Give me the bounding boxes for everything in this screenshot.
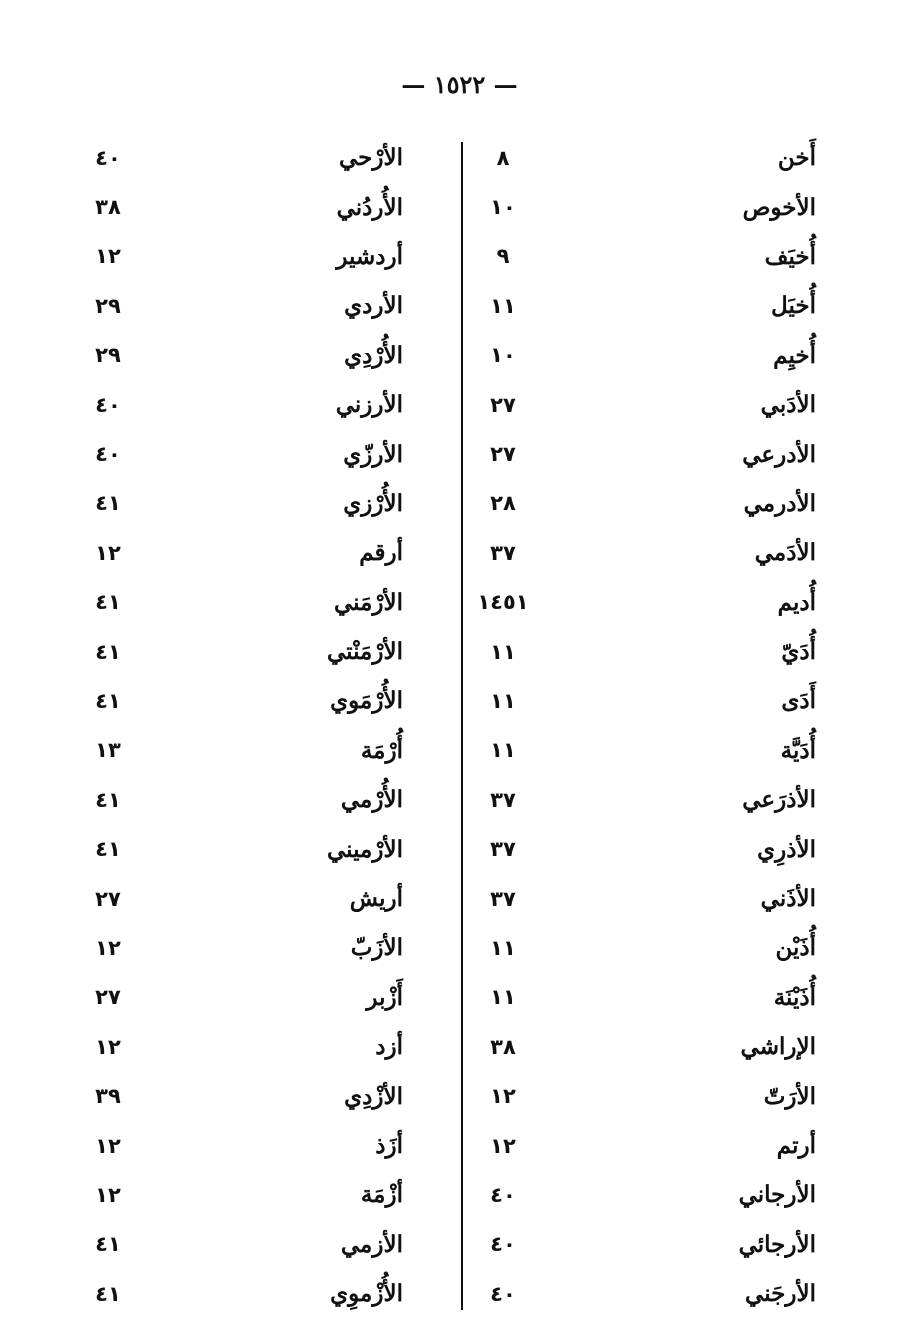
- index-entry: [63, 133, 423, 182]
- entry-name: أزد: [375, 1033, 403, 1061]
- entry-page-number: ٢٧: [490, 442, 516, 467]
- entry-page-number: ٤١: [95, 590, 121, 615]
- index-entry: [63, 627, 423, 676]
- index-entry: [63, 331, 423, 380]
- entry-page-number: ٤٠: [490, 1281, 516, 1306]
- entry-name: أريش: [349, 885, 403, 913]
- entry-name: الأدرعي: [742, 440, 816, 468]
- entry-name: الأردي: [344, 292, 403, 320]
- entry-name: أُذَيْن: [775, 934, 816, 962]
- entry-name: الأرْمَنْتي: [327, 638, 403, 666]
- entry-page-number: ١١: [490, 688, 516, 713]
- entry-name: الأزمي: [340, 1230, 403, 1258]
- index-entry: [458, 232, 818, 281]
- index-entry: [458, 775, 818, 824]
- entry-name: الأدَبي: [760, 391, 816, 419]
- entry-page-number: ١٢: [95, 540, 121, 565]
- entry-page-number: ٨: [496, 145, 510, 170]
- entry-page-number: ٣٩: [95, 1084, 121, 1109]
- index-column-left: [63, 133, 423, 1318]
- index-column-right: [458, 133, 818, 1318]
- index-entry: [63, 726, 423, 775]
- entry-name: الأُزْموِي: [330, 1280, 403, 1308]
- entry-name: الأُرْزي: [343, 489, 403, 517]
- entry-name: الأرجائي: [738, 1230, 816, 1258]
- entry-name: أَزْبر: [366, 983, 403, 1011]
- index-entry: [63, 1269, 423, 1318]
- entry-page-number: ٣٧: [490, 540, 516, 565]
- entry-name: الأذرِي: [757, 835, 816, 863]
- index-entry: [458, 1220, 818, 1269]
- entry-name: أرتم: [776, 1132, 816, 1159]
- entry-page-number: ٣٧: [490, 837, 516, 862]
- entry-page-number: ١١: [490, 985, 516, 1010]
- index-entry: [63, 1022, 423, 1071]
- entry-name: الأذَني: [760, 885, 816, 913]
- entry-page-number: ١٠: [490, 195, 516, 220]
- entry-name: الأدَمي: [754, 539, 816, 567]
- entry-page-number: ١١: [490, 738, 516, 763]
- entry-page-number: ١٢: [95, 1133, 121, 1158]
- index-entry: [458, 923, 818, 972]
- column-divider: [461, 142, 463, 1310]
- entry-page-number: ١١: [490, 639, 516, 664]
- entry-name: أُخيَل: [771, 292, 816, 320]
- index-entry: [63, 528, 423, 577]
- entry-name: الأرْمَني: [333, 588, 403, 616]
- index-entry: [63, 429, 423, 478]
- index-entry: [63, 232, 423, 281]
- entry-page-number: ٤١: [95, 491, 121, 516]
- index-entry: [63, 1071, 423, 1120]
- entry-name: أَدَى: [781, 687, 816, 715]
- entry-page-number: ٤٠: [95, 442, 121, 467]
- entry-page-number: ١٢: [95, 935, 121, 960]
- entry-name: أُخيَف: [764, 242, 816, 270]
- entry-name: أَخن: [777, 144, 816, 172]
- entry-page-number: ١٢: [490, 1133, 516, 1158]
- index-entry: [63, 1170, 423, 1219]
- entry-name: أُرْمَة: [360, 736, 403, 764]
- index-entry: [63, 281, 423, 330]
- entry-name: الأخوص: [742, 193, 816, 221]
- index-entry: [63, 775, 423, 824]
- entry-name: الأذرَعي: [742, 786, 816, 814]
- entry-page-number: ٢٧: [95, 985, 121, 1010]
- entry-name: أُذَيْنَة: [773, 983, 816, 1011]
- index-entry: [458, 578, 818, 627]
- entry-page-number: ١٣: [95, 738, 121, 763]
- entry-page-number: ١١: [490, 293, 516, 318]
- entry-name: الأرجَني: [745, 1280, 816, 1308]
- index-entry: [63, 182, 423, 231]
- entry-page-number: ٣٧: [490, 787, 516, 812]
- entry-name: الأرْحي: [338, 144, 403, 172]
- entry-name: أُديم: [777, 588, 816, 616]
- index-entry: [458, 874, 818, 923]
- index-entry: [63, 923, 423, 972]
- index-entry: [458, 824, 818, 873]
- entry-name: الأرزني: [335, 391, 403, 419]
- index-entry: [458, 973, 818, 1022]
- entry-name: الأدرمي: [743, 489, 816, 517]
- entry-page-number: ٢٨: [490, 491, 516, 516]
- index-entry: [458, 1269, 818, 1318]
- entry-name: الأرجاني: [738, 1181, 816, 1209]
- entry-page-number: ٩: [496, 244, 510, 269]
- entry-page-number: ٣٨: [95, 195, 121, 220]
- entry-name: الأرزّي: [343, 440, 403, 468]
- entry-page-number: ٤١: [95, 688, 121, 713]
- index-entry: [458, 331, 818, 380]
- entry-page-number: ١٢: [95, 1034, 121, 1059]
- entry-page-number: ٤١: [95, 837, 121, 862]
- index-entry: [63, 824, 423, 873]
- entry-page-number: ٢٧: [95, 886, 121, 911]
- index-entry: [63, 874, 423, 923]
- entry-page-number: ١١: [490, 935, 516, 960]
- entry-page-number: ٤١: [95, 1281, 121, 1306]
- entry-page-number: ٤١: [95, 787, 121, 812]
- entry-name: الأرْميني: [327, 835, 403, 863]
- index-entry: [63, 578, 423, 627]
- index-entry: [458, 380, 818, 429]
- index-entry: [63, 1220, 423, 1269]
- entry-page-number: ١٢: [95, 1182, 121, 1207]
- entry-page-number: ١٢: [490, 1084, 516, 1109]
- entry-page-number: ٤١: [95, 1232, 121, 1257]
- index-entry: [458, 479, 818, 528]
- entry-page-number: ٢٧: [490, 392, 516, 417]
- index-entry: [458, 281, 818, 330]
- entry-name: أزْمَة: [360, 1181, 403, 1209]
- entry-name: أُدَيّ: [781, 638, 816, 666]
- index-entry: [458, 1071, 818, 1120]
- index-entry: [458, 528, 818, 577]
- entry-name: أردشير: [336, 242, 403, 270]
- index-entry: [458, 676, 818, 725]
- entry-name: الأُردُني: [336, 193, 403, 221]
- entry-name: الأُرْدِي: [344, 341, 403, 369]
- index-entry: [458, 1121, 818, 1170]
- index-entry: [458, 133, 818, 182]
- entry-page-number: ٤٠: [490, 1232, 516, 1257]
- entry-name: الأرَتّ: [763, 1082, 816, 1110]
- index-entry: [458, 726, 818, 775]
- index-entry: [458, 1170, 818, 1219]
- entry-name: أُدَيَّة: [780, 736, 816, 764]
- entry-name: أرقم: [359, 539, 403, 567]
- index-entry: [458, 1022, 818, 1071]
- index-entry: [63, 479, 423, 528]
- entry-name: أُخيِم: [773, 341, 816, 369]
- index-entry: [63, 676, 423, 725]
- entry-name: الأزَبّ: [350, 934, 403, 962]
- entry-name: الإراشي: [740, 1033, 816, 1061]
- entry-page-number: ٤١: [95, 639, 121, 664]
- index-entry: [458, 429, 818, 478]
- entry-page-number: ١٤٥١: [477, 590, 529, 615]
- entry-name: أزَذ: [375, 1132, 403, 1159]
- entry-page-number: ٢٩: [95, 343, 121, 368]
- entry-page-number: ٢٩: [95, 293, 121, 318]
- entry-name: الأُرْمي: [340, 786, 403, 814]
- entry-page-number: ٣٧: [490, 886, 516, 911]
- page-number: — ١٥٢٢ —: [401, 70, 518, 99]
- index-entry: [63, 973, 423, 1022]
- index-entry: [458, 182, 818, 231]
- index-entry: [63, 380, 423, 429]
- entry-page-number: ١٢: [95, 244, 121, 269]
- index-entry: [458, 627, 818, 676]
- index-entry: [63, 1121, 423, 1170]
- entry-page-number: ١٠: [490, 343, 516, 368]
- entry-name: الأُرْمَوي: [330, 687, 403, 715]
- entry-page-number: ٤٠: [95, 392, 121, 417]
- entry-page-number: ٣٨: [490, 1034, 516, 1059]
- entry-name: الأزْدِي: [344, 1082, 403, 1110]
- entry-page-number: ٤٠: [490, 1182, 516, 1207]
- entry-page-number: ٤٠: [95, 145, 121, 170]
